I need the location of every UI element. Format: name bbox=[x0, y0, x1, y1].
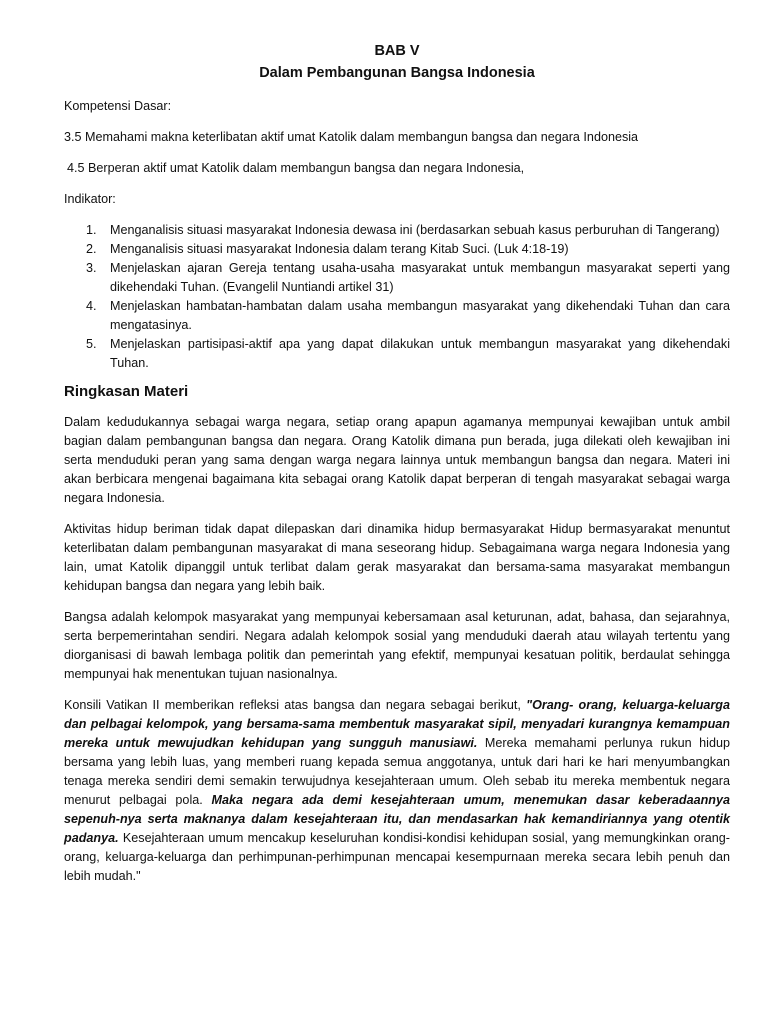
quote-emphasis: Maka negara ada demi kesejahteraan umum, menemukan dasar keberadaannya sepenuh-nya serta maknanya dalam kesejahteraan itu, dan mendasarkan hak kemandiriannya yang otentik padanya. bbox=[64, 793, 730, 845]
paragraph-text: Mereka memahami perlunya rukun hidup bersama yang lebih luas, yang memberi ruang kepada semua anggotanya, untuk dari hari ke hari menyumbangkan tenaga mereka sendiri demi semakin terwujudnya kesejahteraan umum. Oleh sebab itu mereka membentuk negara menurut pelbagai pola. bbox=[64, 736, 730, 807]
list-number: 3. bbox=[86, 261, 97, 275]
document-page bbox=[64, 40, 730, 898]
list-item bbox=[64, 335, 730, 373]
indicator-list bbox=[64, 221, 730, 373]
chapter-title: Dalam Pembangunan Bangsa Indonesia bbox=[259, 65, 535, 81]
quote-emphasis: "Orang- orang, keluarga-keluarga dan pelbagai kelompok, yang bersama-sama membentuk masyarakat sipil, menyadari kurangnya kemampuan mereka untuk mewujudkan kehidupan yang sungguh manusiawi. bbox=[64, 698, 730, 750]
list-item bbox=[64, 240, 730, 259]
list-number: 2. bbox=[86, 242, 97, 256]
list-number: 1. bbox=[86, 223, 97, 237]
list-item bbox=[64, 221, 730, 240]
list-text: Menganalisis situasi masyarakat Indonesia dewasa ini (berdasarkan sebuah kasus perburuhan di Tangerang) bbox=[110, 223, 720, 237]
summary-paragraph-4 bbox=[64, 696, 730, 886]
paragraph-text: Konsili Vatikan II memberikan refleksi atas bangsa dan negara sebagai berikut, bbox=[64, 698, 527, 712]
summary-paragraph-1: Dalam kedudukannya sebagai warga negara, setiap orang apapun agamanya mempunyai kewajiban untuk ambil bagian dalam pembangunan bangsa dan negara. Orang Katolik dimana pun berada, juga dilekati oleh kewajiban ini serta menduduki peran yang sama dengan warga negara lainnya untuk membangun bangsa dan negara. Materi ini akan berbicara mengenai bagaimana kita sebagai orang Katolik dapat berperan di tengah masyarakat sebagai warga negara Indonesia. bbox=[64, 415, 730, 505]
list-text: Menjelaskan partisipasi-aktif apa yang dapat dilakukan untuk membangun masyarakat yang dikehendaki Tuhan. bbox=[110, 337, 730, 370]
list-item bbox=[64, 259, 730, 297]
summary-paragraph-2: Aktivitas hidup beriman tidak dapat dilepaskan dari dinamika hidup bermasyarakat Hidup bermasyarakat menuntut keterlibatan dalam pembangunan masyarakat di mana seseorang hidup. Sebagaimana warga negara Indonesia yang lain, umat Katolik dipanggil untuk terlibat dalam gerak masyarakat dan bersama-sama masyarakat membangun kehidupan bangsa dan negara yang lebih baik. bbox=[64, 522, 730, 593]
section-heading-summary: Ringkasan Materi bbox=[64, 383, 189, 400]
competency-item-4-5: 4.5 Berperan aktif umat Katolik dalam membangun bangsa dan negara Indonesia, bbox=[67, 161, 525, 175]
chapter-number: BAB V bbox=[374, 43, 420, 59]
indicators-label: Indikator: bbox=[64, 192, 116, 206]
list-text: Menjelaskan ajaran Gereja tentang usaha-usaha masyarakat untuk membangun masyarakat seperti yang dikehendaki Tuhan. (Evangelil Nuntiandi artikel 31) bbox=[110, 261, 730, 294]
competency-label: Kompetensi Dasar: bbox=[64, 99, 172, 113]
list-text: Menganalisis situasi masyarakat Indonesia dalam terang Kitab Suci. (Luk 4:18-19) bbox=[110, 242, 569, 256]
list-number: 4. bbox=[86, 299, 97, 313]
summary-paragraph-3: Bangsa adalah kelompok masyarakat yang mempunyai kebersamaan asal keturunan, adat, bahasa, dan sejarahnya, serta berpemerintahan sendiri. Negara adalah kelompok sosial yang menduduki daerah atau wilayah tertentu yang diorganisasi di bawah lembaga politik dan pemerintah yang efektif, mempunyai kesatuan politik, berdaulat sehingga mempunyai hak menentukan tujuan nasionalnya. bbox=[64, 610, 730, 681]
paragraph-text: Kesejahteraan umum mencakup keseluruhan kondisi-kondisi kehidupan sosial, yang memungkinkan orang-orang, keluarga-keluarga dan perhimpunan-perhimpunan mencapai kesempurnaan mereka secara lebih penuh dan lebih mudah." bbox=[64, 831, 730, 883]
list-item bbox=[64, 297, 730, 335]
list-text: Menjelaskan hambatan-hambatan dalam usaha membangun masyarakat yang dikehendaki Tuhan dan cara mengatasinya. bbox=[110, 299, 730, 332]
competency-item-3-5: 3.5 Memahami makna keterlibatan aktif umat Katolik dalam membangun bangsa dan negara Indonesia bbox=[64, 130, 639, 144]
list-number: 5. bbox=[86, 337, 97, 351]
